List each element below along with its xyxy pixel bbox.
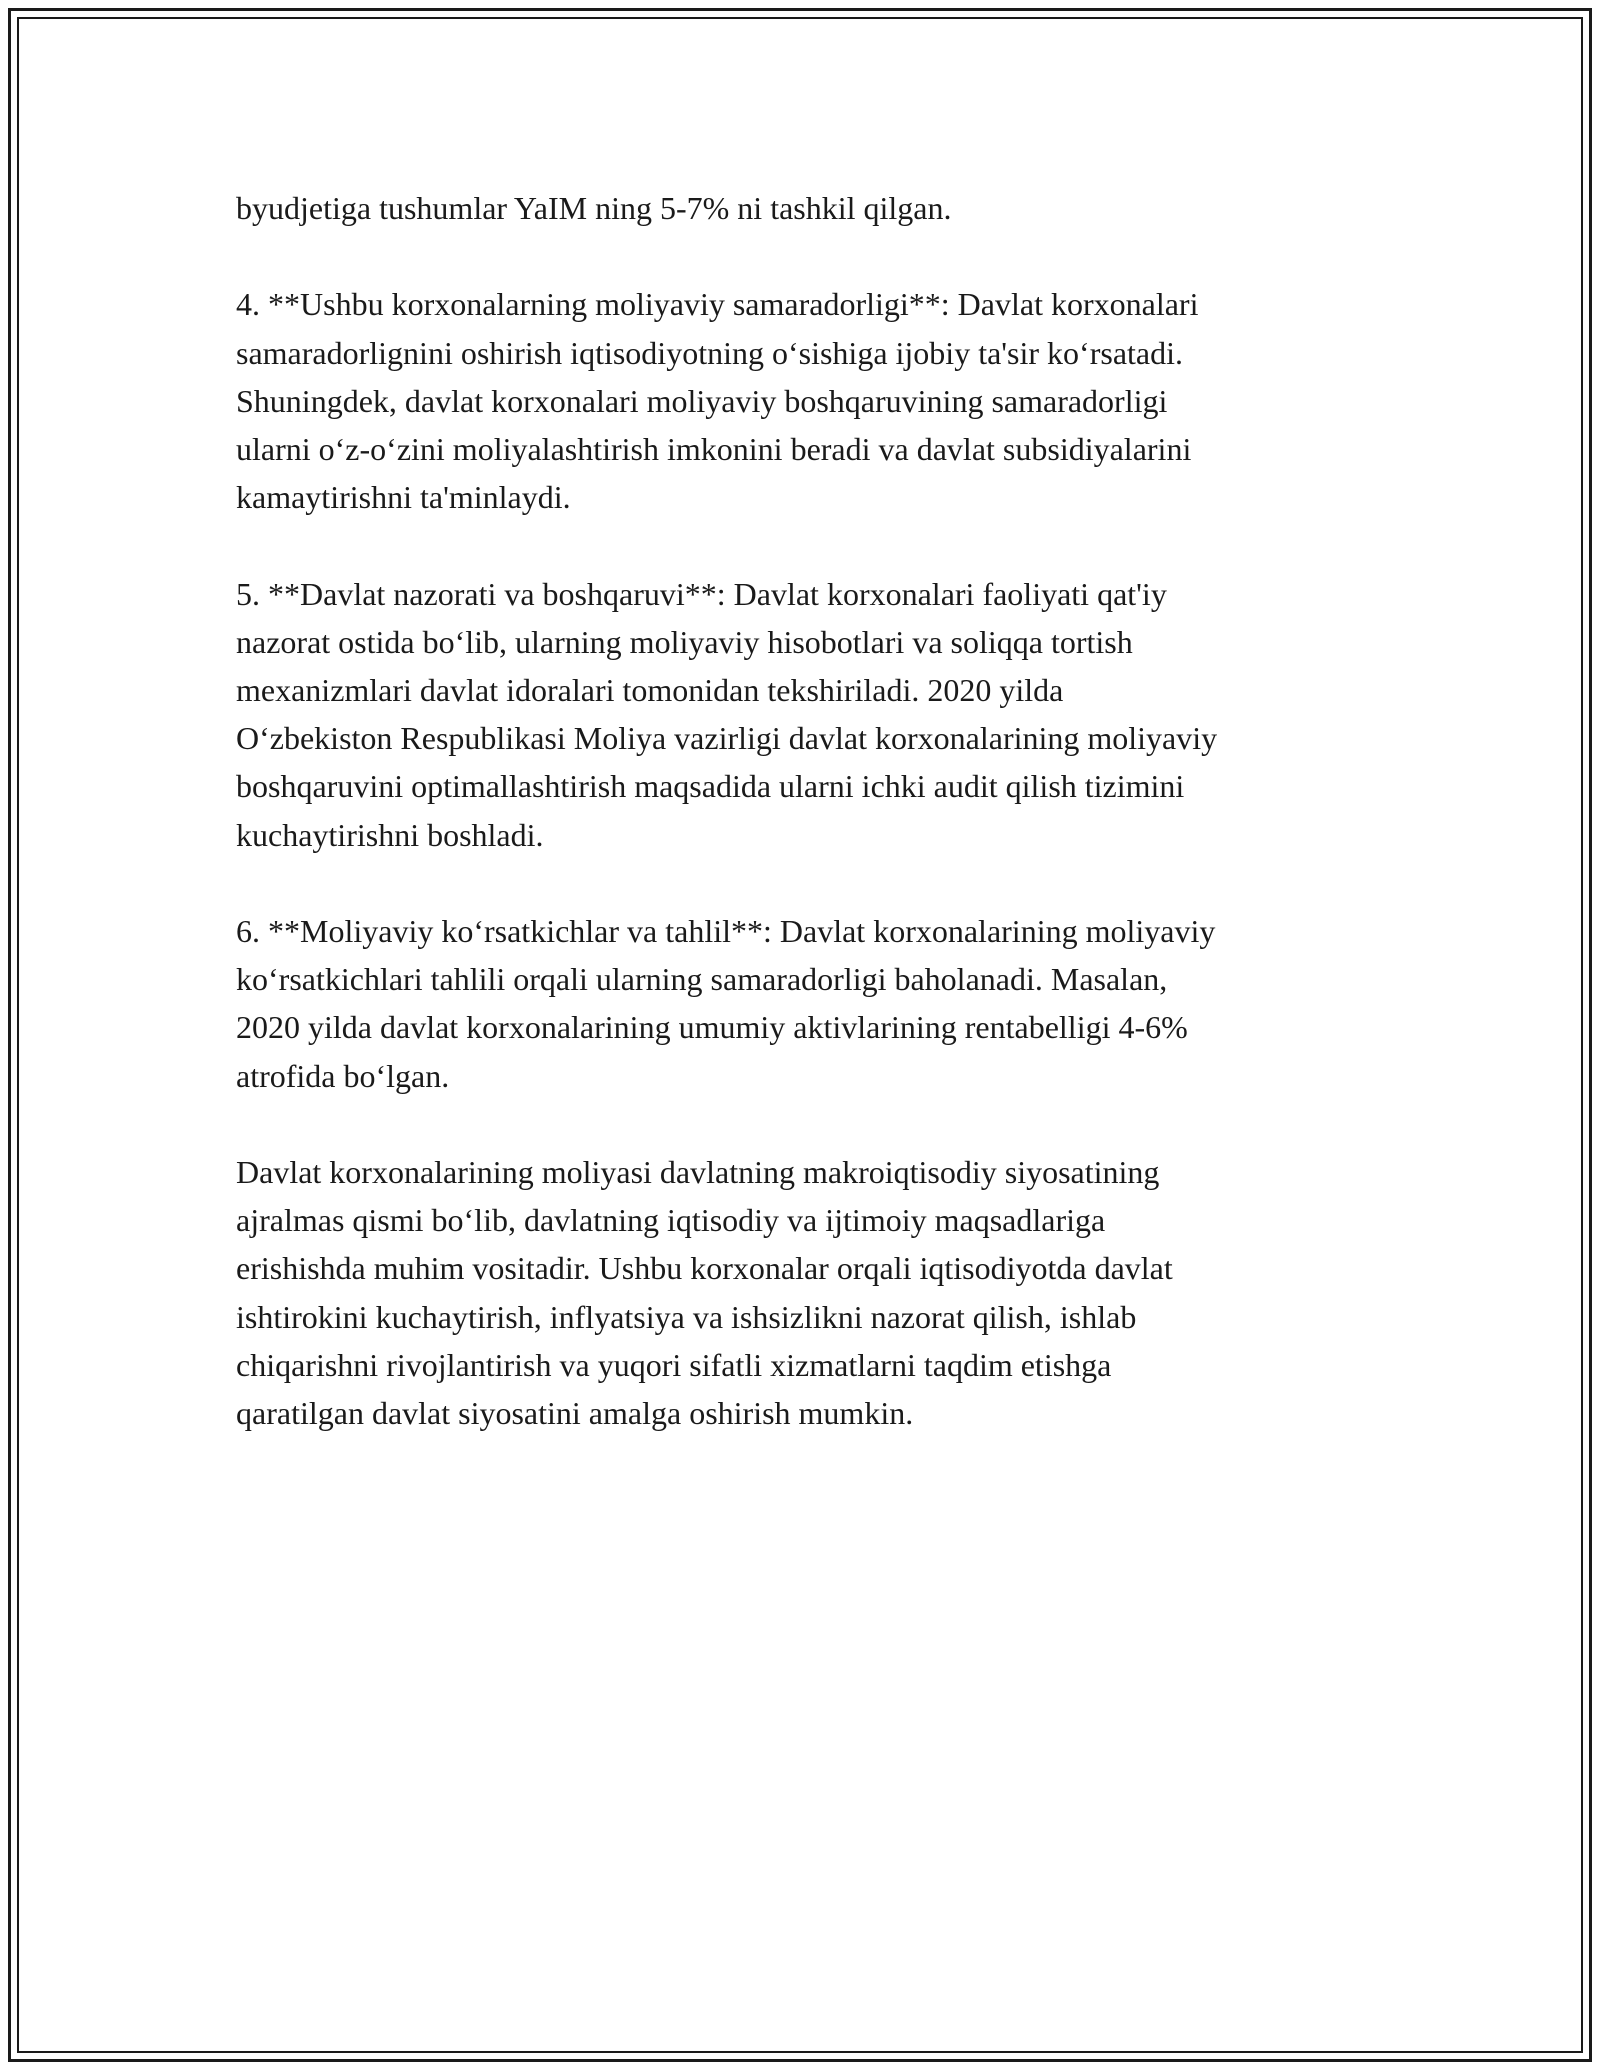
document-body [236,184,1386,1485]
paragraph-continuation: byudjetiga tushumlar YaIM ning 5-7% ni tashkil qilgan. [236,190,952,226]
paragraph-conclusion: Davlat korxonalarining moliyasi davlatning makroiqtisodiy siyosatining ajralmas qismi bo‘lib, davlatning iqtisodiy va ijtimoiy maqsadlariga erishishda muhim vositadir. Ushbu korxonalar orqali iqtisodiyotda davlat ishtirokini kuchaytirish, inflyatsiya va ishsizlikni nazorat qilish, ishlab chiqarishni rivojlantirish va yuqori sifatli xizmatlarni taqdim etishga qaratilgan davlat siyosatini amalga oshirish mumkin. [236,1154,1173,1432]
paragraph-item-4: 4. **Ushbu korxonalarning moliyaviy samaradorligi**: Davlat korxonalari samaradorlignini oshirish iqtisodiyotning o‘sishiga ijobiy ta'sir ko‘rsatadi. Shuningdek, davlat korxonalari moliyaviy boshqaruvining samaradorligi ularni o‘z-o‘zini moliyalashtirish imkonini beradi va davlat subsidiyalarini kamaytirishni ta'minlaydi. [236,286,1199,516]
paragraph-item-5: 5. **Davlat nazorati va boshqaruvi**: Davlat korxonalari faoliyati qat'iy nazorat ostida bo‘lib, ularning moliyaviy hisobotlari va soliqqa tortish mexanizmlari davlat idoralari tomonidan tekshiriladi. 2020 yilda O‘zbekiston Respublikasi Moliya vazirligi davlat korxonalarining moliyaviy boshqaruvini optimallashtirish maqsadida ularni ichki audit qilish tizimini kuchaytirishni boshladi. [236,575,1218,853]
paragraph-item-6: 6. **Moliyaviy ko‘rsatkichlar va tahlil**: Davlat korxonalarining moliyaviy ko‘rsatkichlari tahlili orqali ularning samaradorligi baholanadi. Masalan, 2020 yilda davlat korxonalarining umumiy aktivlarining rentabelligi 4-6% atrofida bo‘lgan. [236,913,1216,1094]
